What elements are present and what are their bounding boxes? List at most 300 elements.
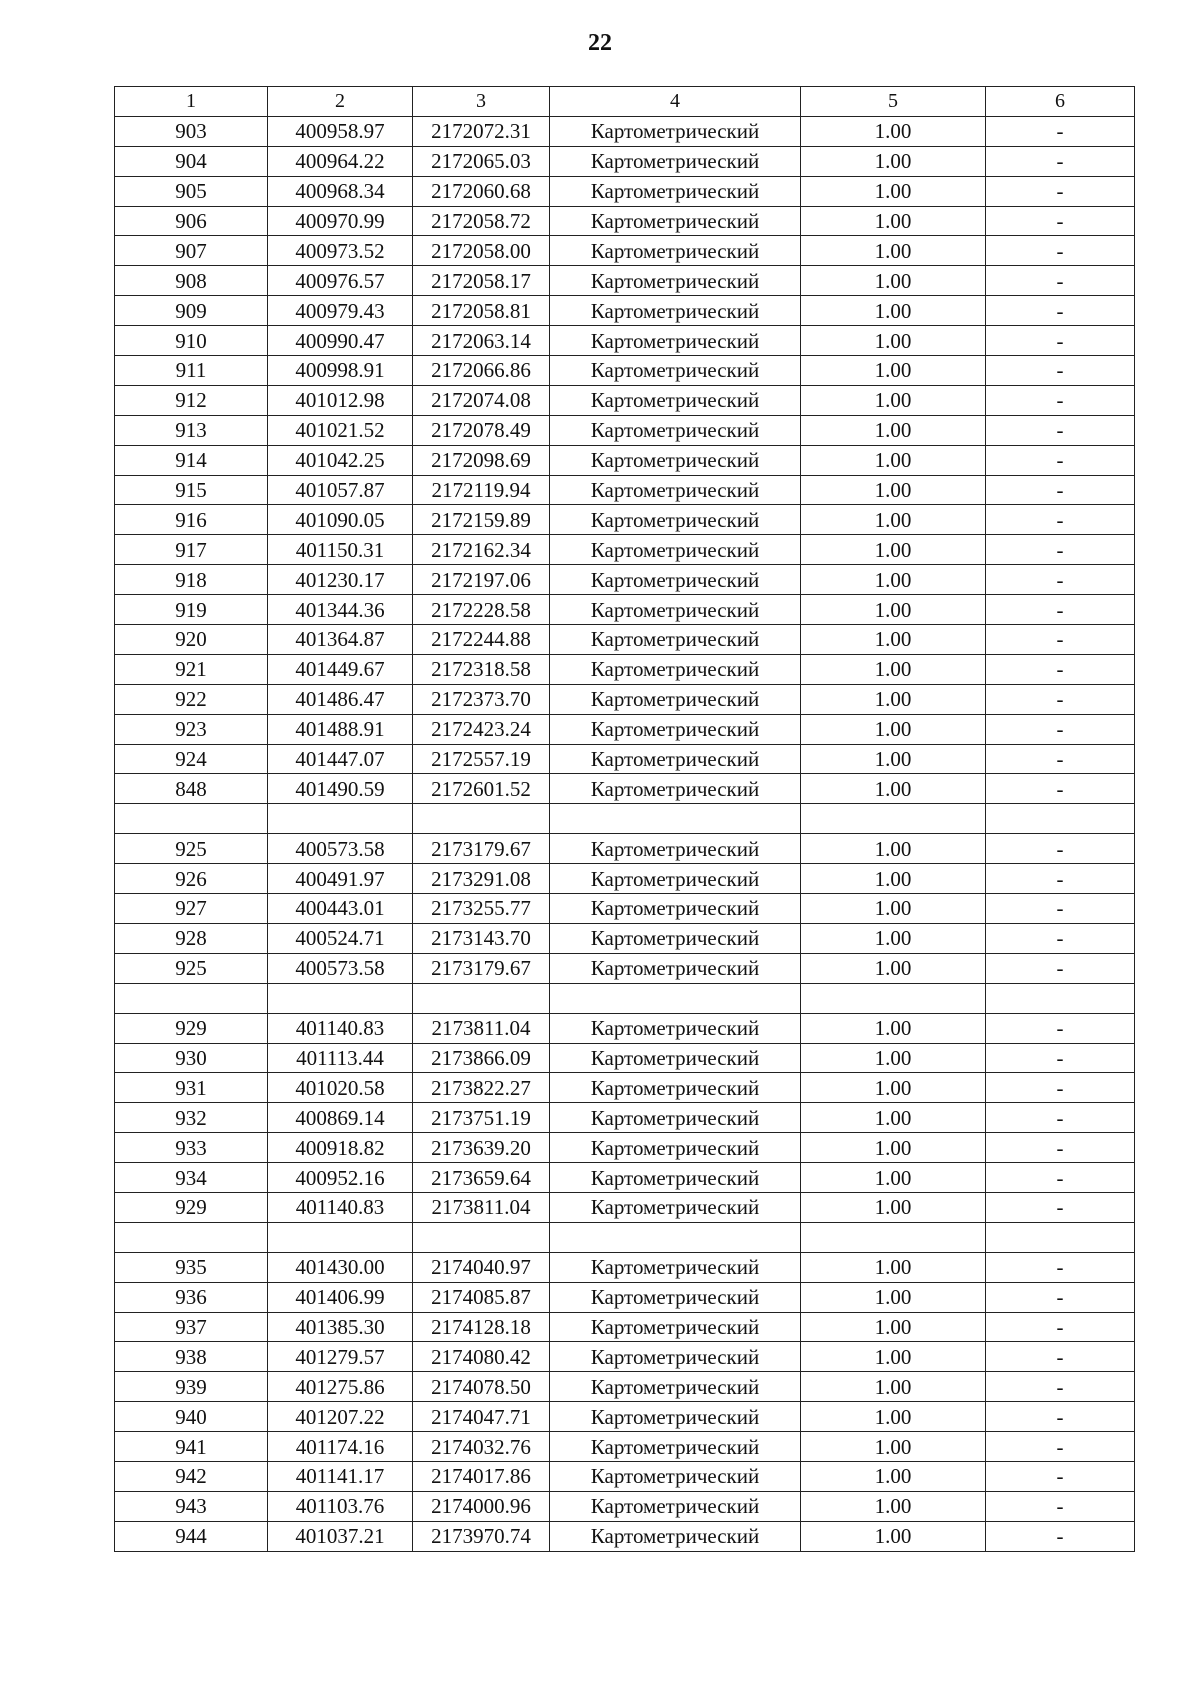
table-cell: 1.00 — [801, 415, 986, 445]
table-cell: 904 — [115, 146, 268, 176]
table-cell: 1.00 — [801, 953, 986, 983]
table-row — [115, 1312, 1135, 1342]
table-cell — [413, 1222, 550, 1252]
table-cell: 401449.67 — [268, 654, 413, 684]
table-row — [115, 1133, 1135, 1163]
table-cell: Картометрический — [550, 176, 801, 206]
table-row — [115, 1461, 1135, 1491]
table-cell: 1.00 — [801, 1013, 986, 1043]
table-row — [115, 236, 1135, 266]
table-cell: Картометрический — [550, 953, 801, 983]
table-cell: Картометрический — [550, 744, 801, 774]
table-cell: 912 — [115, 385, 268, 415]
table-cell: - — [986, 1402, 1135, 1432]
table-row — [115, 894, 1135, 924]
table-cell: 2173811.04 — [413, 1013, 550, 1043]
table-cell: 401174.16 — [268, 1432, 413, 1462]
table-cell: 1.00 — [801, 236, 986, 266]
table-row — [115, 116, 1135, 146]
table-cell: 923 — [115, 714, 268, 744]
table-row — [115, 206, 1135, 236]
table-cell — [550, 983, 801, 1013]
table-cell: 922 — [115, 684, 268, 714]
table-cell: - — [986, 1312, 1135, 1342]
table-cell: 400491.97 — [268, 864, 413, 894]
table-row — [115, 445, 1135, 475]
table-cell: 1.00 — [801, 774, 986, 804]
table-row — [115, 1013, 1135, 1043]
table-row — [115, 385, 1135, 415]
table-cell: 401406.99 — [268, 1282, 413, 1312]
table-cell: 2172072.31 — [413, 116, 550, 146]
table-cell: 932 — [115, 1103, 268, 1133]
table-cell: 400952.16 — [268, 1163, 413, 1193]
table-cell: 401090.05 — [268, 505, 413, 535]
table-cell: 944 — [115, 1521, 268, 1551]
table-cell: 1.00 — [801, 714, 986, 744]
table-cell: 2172244.88 — [413, 625, 550, 655]
table-cell: 2172601.52 — [413, 774, 550, 804]
table-cell: - — [986, 834, 1135, 864]
table-cell: Картометрический — [550, 1133, 801, 1163]
table-cell: Картометрический — [550, 445, 801, 475]
table-cell: 1.00 — [801, 1192, 986, 1222]
table-cell — [550, 1222, 801, 1252]
table-cell: Картометрический — [550, 923, 801, 953]
table-cell: 401150.31 — [268, 535, 413, 565]
table-cell: Картометрический — [550, 625, 801, 655]
table-cell: 1.00 — [801, 266, 986, 296]
table-row — [115, 714, 1135, 744]
table-cell: 1.00 — [801, 1252, 986, 1282]
table-cell: 1.00 — [801, 654, 986, 684]
table-cell — [986, 804, 1135, 834]
table-cell: 1.00 — [801, 595, 986, 625]
table-cell — [115, 1222, 268, 1252]
table-cell: 1.00 — [801, 296, 986, 326]
table-cell: Картометрический — [550, 1192, 801, 1222]
table-cell: Картометрический — [550, 565, 801, 595]
table-row — [115, 1282, 1135, 1312]
table-cell: Картометрический — [550, 475, 801, 505]
table-cell: 906 — [115, 206, 268, 236]
table-cell: 2173751.19 — [413, 1103, 550, 1133]
table-cell: 401113.44 — [268, 1043, 413, 1073]
table-row — [115, 475, 1135, 505]
table-cell: 1.00 — [801, 505, 986, 535]
table-cell: Картометрический — [550, 654, 801, 684]
table-cell: 401490.59 — [268, 774, 413, 804]
table-cell: 401042.25 — [268, 445, 413, 475]
table-cell: 400918.82 — [268, 1133, 413, 1163]
table-row — [115, 744, 1135, 774]
table-cell: 401140.83 — [268, 1192, 413, 1222]
table-row — [115, 176, 1135, 206]
table-cell: Картометрический — [550, 1432, 801, 1462]
table-row — [115, 296, 1135, 326]
table-cell: 2172058.17 — [413, 266, 550, 296]
table-cell: 2173822.27 — [413, 1073, 550, 1103]
table-cell: 401057.87 — [268, 475, 413, 505]
table-cell: 1.00 — [801, 356, 986, 386]
table-cell: 909 — [115, 296, 268, 326]
table-cell: 1.00 — [801, 625, 986, 655]
table-cell: 401430.00 — [268, 1252, 413, 1282]
table-cell: 2172197.06 — [413, 565, 550, 595]
table-cell: - — [986, 595, 1135, 625]
table-cell: 927 — [115, 894, 268, 924]
table-cell: Картометрический — [550, 505, 801, 535]
table-cell: 919 — [115, 595, 268, 625]
table-cell: - — [986, 236, 1135, 266]
table-cell: 401103.76 — [268, 1491, 413, 1521]
table-cell: Картометрический — [550, 774, 801, 804]
table-cell: 2172159.89 — [413, 505, 550, 535]
table-cell: 940 — [115, 1402, 268, 1432]
table-row — [115, 1192, 1135, 1222]
table-cell: 400524.71 — [268, 923, 413, 953]
table-cell: 2172060.68 — [413, 176, 550, 206]
table-cell: - — [986, 326, 1135, 356]
table-cell: - — [986, 1133, 1135, 1163]
table-cell: Картометрический — [550, 894, 801, 924]
table-cell: 939 — [115, 1372, 268, 1402]
table-cell: - — [986, 356, 1135, 386]
table-cell: 2172423.24 — [413, 714, 550, 744]
table-cell: 1.00 — [801, 1372, 986, 1402]
table-row — [115, 1491, 1135, 1521]
table-body — [115, 87, 1135, 1552]
table-cell: 2172318.58 — [413, 654, 550, 684]
table-cell: Картометрический — [550, 535, 801, 565]
table-cell: 931 — [115, 1073, 268, 1103]
table-cell: 929 — [115, 1192, 268, 1222]
table-cell: 400573.58 — [268, 834, 413, 864]
table-cell: 908 — [115, 266, 268, 296]
table-cell: - — [986, 1192, 1135, 1222]
table-cell: 907 — [115, 236, 268, 266]
table-cell: Картометрический — [550, 356, 801, 386]
table-cell: 400443.01 — [268, 894, 413, 924]
table-cell: Картометрический — [550, 385, 801, 415]
table-cell: 2172119.94 — [413, 475, 550, 505]
table-cell: - — [986, 116, 1135, 146]
table-cell: 1.00 — [801, 1342, 986, 1372]
table-cell: 401344.36 — [268, 595, 413, 625]
table-cell: 401140.83 — [268, 1013, 413, 1043]
table-cell: 928 — [115, 923, 268, 953]
table-cell: - — [986, 475, 1135, 505]
table-cell: 1.00 — [801, 206, 986, 236]
table-cell: 905 — [115, 176, 268, 206]
table-cell: 943 — [115, 1491, 268, 1521]
table-cell: Картометрический — [550, 1163, 801, 1193]
table-cell: 1.00 — [801, 1402, 986, 1432]
table-cell: 936 — [115, 1282, 268, 1312]
table-row — [115, 146, 1135, 176]
table-row — [115, 1372, 1135, 1402]
table-cell: Картометрический — [550, 326, 801, 356]
table-cell: Картометрический — [550, 834, 801, 864]
table-cell: 1.00 — [801, 834, 986, 864]
table-cell: 401141.17 — [268, 1461, 413, 1491]
table-cell: 2172557.19 — [413, 744, 550, 774]
table-cell: 2172065.03 — [413, 146, 550, 176]
table-cell: 921 — [115, 654, 268, 684]
table-row — [115, 415, 1135, 445]
table-cell: 2172373.70 — [413, 684, 550, 714]
table-cell: - — [986, 1163, 1135, 1193]
table-cell: 401486.47 — [268, 684, 413, 714]
table-cell: 934 — [115, 1163, 268, 1193]
table-cell: - — [986, 565, 1135, 595]
table-cell: 400998.91 — [268, 356, 413, 386]
table-cell: 1.00 — [801, 1521, 986, 1551]
table-cell: 400958.97 — [268, 116, 413, 146]
table-cell: 2172063.14 — [413, 326, 550, 356]
table-cell: - — [986, 1013, 1135, 1043]
table-cell: - — [986, 714, 1135, 744]
table-cell: 916 — [115, 505, 268, 535]
table-cell: - — [986, 505, 1135, 535]
table-cell: 935 — [115, 1252, 268, 1282]
table-cell: - — [986, 266, 1135, 296]
table-cell: 401488.91 — [268, 714, 413, 744]
table-cell: 929 — [115, 1013, 268, 1043]
table-cell: - — [986, 385, 1135, 415]
table-cell: - — [986, 1103, 1135, 1133]
table-cell: 2174017.86 — [413, 1461, 550, 1491]
table-row — [115, 1043, 1135, 1073]
table-cell: 1.00 — [801, 744, 986, 774]
table-cell: 401021.52 — [268, 415, 413, 445]
table-cell: Картометрический — [550, 864, 801, 894]
table-cell: - — [986, 146, 1135, 176]
table-cell: Картометрический — [550, 236, 801, 266]
table-cell: 401012.98 — [268, 385, 413, 415]
table-row — [115, 505, 1135, 535]
table-cell: - — [986, 1432, 1135, 1462]
table-cell: 920 — [115, 625, 268, 655]
table-cell: - — [986, 684, 1135, 714]
table-cell: Картометрический — [550, 714, 801, 744]
table-cell: 2173179.67 — [413, 953, 550, 983]
table-cell: 2172058.00 — [413, 236, 550, 266]
table-separator-row — [115, 1222, 1135, 1252]
table-cell: 2174000.96 — [413, 1491, 550, 1521]
table-cell: - — [986, 923, 1135, 953]
page-number: 22 — [588, 30, 612, 56]
table-cell: - — [986, 1342, 1135, 1372]
table-cell: 2174047.71 — [413, 1402, 550, 1432]
table-cell: 2174085.87 — [413, 1282, 550, 1312]
column-header: 4 — [550, 87, 801, 117]
table-cell: 400976.57 — [268, 266, 413, 296]
table-cell: 2173639.20 — [413, 1133, 550, 1163]
table-cell: 930 — [115, 1043, 268, 1073]
table-row — [115, 654, 1135, 684]
table-cell: Картометрический — [550, 146, 801, 176]
table-cell: 925 — [115, 834, 268, 864]
table-cell: 1.00 — [801, 535, 986, 565]
table-cell: 1.00 — [801, 684, 986, 714]
table-cell: 1.00 — [801, 116, 986, 146]
table-cell: 401037.21 — [268, 1521, 413, 1551]
table-cell: 926 — [115, 864, 268, 894]
table-cell: 1.00 — [801, 923, 986, 953]
table-cell: 1.00 — [801, 1073, 986, 1103]
table-cell — [550, 804, 801, 834]
table-cell: - — [986, 744, 1135, 774]
table-cell: 2172066.86 — [413, 356, 550, 386]
table-cell — [413, 804, 550, 834]
table-row — [115, 1342, 1135, 1372]
table-cell: 2172098.69 — [413, 445, 550, 475]
table-row — [115, 834, 1135, 864]
table-cell — [986, 983, 1135, 1013]
table-cell: Картометрический — [550, 1013, 801, 1043]
table-cell — [801, 1222, 986, 1252]
table-cell: 2174032.76 — [413, 1432, 550, 1462]
table-cell: Картометрический — [550, 296, 801, 326]
table-cell: - — [986, 415, 1135, 445]
table-cell: 1.00 — [801, 1103, 986, 1133]
table-row — [115, 1521, 1135, 1551]
table-cell: Картометрический — [550, 684, 801, 714]
table-cell — [986, 1222, 1135, 1252]
table-cell: 2172078.49 — [413, 415, 550, 445]
table-separator-row — [115, 983, 1135, 1013]
table-cell: - — [986, 1073, 1135, 1103]
table-cell: 1.00 — [801, 1491, 986, 1521]
table-cell: 2172162.34 — [413, 535, 550, 565]
table-cell: 2172058.72 — [413, 206, 550, 236]
table-cell: 2172228.58 — [413, 595, 550, 625]
table-cell: - — [986, 953, 1135, 983]
table-cell: - — [986, 535, 1135, 565]
table-cell: - — [986, 894, 1135, 924]
table-cell: 401385.30 — [268, 1312, 413, 1342]
table-cell: Картометрический — [550, 595, 801, 625]
table-cell: - — [986, 176, 1135, 206]
table-cell — [413, 983, 550, 1013]
table-cell: 1.00 — [801, 1133, 986, 1163]
table-cell: 937 — [115, 1312, 268, 1342]
table-cell: Картометрический — [550, 1491, 801, 1521]
table-cell: 1.00 — [801, 894, 986, 924]
table-row — [115, 1402, 1135, 1432]
table-cell: Картометрический — [550, 1282, 801, 1312]
table-row — [115, 1252, 1135, 1282]
coordinates-table — [114, 86, 1135, 1552]
table-cell — [115, 983, 268, 1013]
table-cell: 1.00 — [801, 565, 986, 595]
column-header: 1 — [115, 87, 268, 117]
table-cell: Картометрический — [550, 1402, 801, 1432]
table-cell: 400979.43 — [268, 296, 413, 326]
table-cell: 914 — [115, 445, 268, 475]
table-cell: 1.00 — [801, 146, 986, 176]
table-cell: - — [986, 1521, 1135, 1551]
table-cell: - — [986, 1372, 1135, 1402]
column-header: 6 — [986, 87, 1135, 117]
table-cell: 2172074.08 — [413, 385, 550, 415]
table-cell: Картометрический — [550, 206, 801, 236]
table-cell — [115, 804, 268, 834]
table-row — [115, 1432, 1135, 1462]
table-cell: 2173291.08 — [413, 864, 550, 894]
table-cell: 917 — [115, 535, 268, 565]
table-row — [115, 774, 1135, 804]
table-cell: 911 — [115, 356, 268, 386]
table-cell: - — [986, 206, 1135, 236]
table-cell: - — [986, 654, 1135, 684]
table-row — [115, 923, 1135, 953]
table-cell: 400869.14 — [268, 1103, 413, 1133]
table-row — [115, 1073, 1135, 1103]
table-header-row — [115, 87, 1135, 117]
table-cell: 918 — [115, 565, 268, 595]
table-cell: 400964.22 — [268, 146, 413, 176]
table-cell: Картометрический — [550, 1103, 801, 1133]
table-cell: 924 — [115, 744, 268, 774]
table-row — [115, 684, 1135, 714]
table-cell: 1.00 — [801, 1432, 986, 1462]
table-cell: 910 — [115, 326, 268, 356]
table-cell: 400573.58 — [268, 953, 413, 983]
table-cell: Картометрический — [550, 1521, 801, 1551]
table-cell: Картометрический — [550, 1312, 801, 1342]
table-cell: - — [986, 1491, 1135, 1521]
table-cell: Картометрический — [550, 415, 801, 445]
table-cell: 915 — [115, 475, 268, 505]
table-cell — [268, 804, 413, 834]
table-cell: 903 — [115, 116, 268, 146]
table-cell: 848 — [115, 774, 268, 804]
table-cell — [268, 1222, 413, 1252]
table-cell: 925 — [115, 953, 268, 983]
table-cell: 400990.47 — [268, 326, 413, 356]
table-cell: Картометрический — [550, 1461, 801, 1491]
table-row — [115, 535, 1135, 565]
table-cell: Картометрический — [550, 116, 801, 146]
table-cell: 2174128.18 — [413, 1312, 550, 1342]
table-cell: - — [986, 864, 1135, 894]
table-cell: 401279.57 — [268, 1342, 413, 1372]
table-row — [115, 266, 1135, 296]
table-cell: 1.00 — [801, 1282, 986, 1312]
table-cell: 913 — [115, 415, 268, 445]
table-cell: 400973.52 — [268, 236, 413, 266]
table-cell: Картометрический — [550, 1073, 801, 1103]
table-cell: 1.00 — [801, 445, 986, 475]
table-cell: 2174080.42 — [413, 1342, 550, 1372]
table-cell: 933 — [115, 1133, 268, 1163]
table-row — [115, 625, 1135, 655]
table-cell: 1.00 — [801, 1461, 986, 1491]
table-row — [115, 595, 1135, 625]
table-cell — [801, 804, 986, 834]
table-row — [115, 953, 1135, 983]
table-cell: - — [986, 1252, 1135, 1282]
table-cell: 401447.07 — [268, 744, 413, 774]
table-cell: - — [986, 625, 1135, 655]
table-cell: Картометрический — [550, 266, 801, 296]
table-cell: 2174040.97 — [413, 1252, 550, 1282]
table-cell: 1.00 — [801, 385, 986, 415]
table-row — [115, 1163, 1135, 1193]
table-cell: - — [986, 296, 1135, 326]
